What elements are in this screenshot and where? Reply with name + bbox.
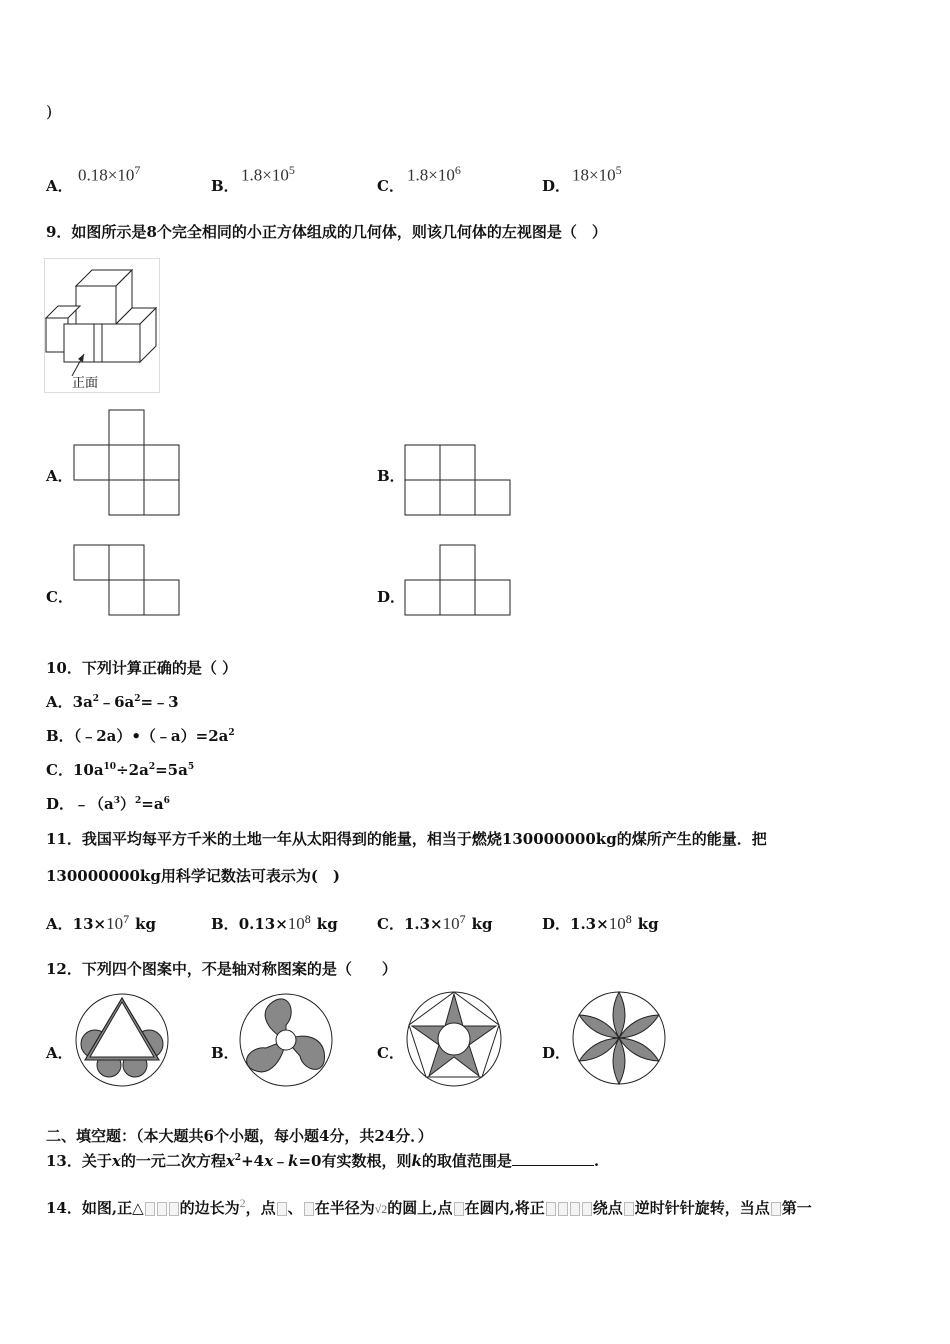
q8-option-d-value: $18\times 10^5$	[572, 163, 622, 185]
q12-option-c: C．	[377, 1044, 404, 1062]
q8-option-c-value: $1.8\times 10^6$	[407, 163, 461, 185]
q12-option-c-figure	[403, 988, 505, 1090]
q9-option-d-figure	[403, 543, 515, 621]
q9-text: 9．如图所示是8个完全相同的小正方体组成的几何体，则该几何体的左视图是（ ）	[46, 223, 607, 241]
q12-option-b: B．	[211, 1044, 239, 1062]
q11-text-line2: 130000000kg用科学记数法可表示为( )	[46, 867, 341, 885]
q8-option-c: C．	[377, 177, 404, 195]
q9-figure-caption: 正面	[72, 376, 99, 391]
q11-option-c: C．$1.3\times 10^7$ kg	[377, 912, 493, 933]
q9-option-c: C．	[46, 588, 73, 606]
section-2-heading: 二、填空题：（本大题共6个小题，每小题4分，共24分．）	[46, 1127, 433, 1145]
q8-option-b-value: $1.8\times 10^5$	[241, 163, 295, 185]
q9-option-c-figure	[72, 543, 184, 621]
q8-option-a: A．	[46, 177, 73, 195]
q12-option-a-figure	[72, 990, 172, 1090]
q11-text-line1: 11．我国平均每平方千米的土地一年从太阳得到的能量，相当于燃烧130000000kg的煤所产生的能量．把	[46, 830, 767, 848]
q12-option-b-figure	[236, 990, 336, 1090]
q8-option-d: D．	[542, 177, 571, 195]
continued-paren: )	[46, 102, 53, 121]
q11-option-b: B．$0.13\times 10^8$ kg	[211, 912, 338, 933]
q9-option-a: A．	[46, 467, 73, 485]
q12-option-d-figure	[569, 988, 669, 1088]
q9-solid-figure	[44, 258, 164, 393]
q10-option-c: C．$10a^{10}\div 2a^2=5a^5$	[46, 761, 195, 779]
q10-text: 10．下列计算正确的是（ ）	[46, 659, 238, 677]
q10-option-b: B．$(﹣2a)•(﹣a)=2a^2$	[46, 727, 235, 745]
q13-answer-blank[interactable]	[512, 1153, 594, 1166]
q11-option-d: D．$1.3\times 10^8$ kg	[542, 912, 659, 933]
q12-option-d: D．	[542, 1044, 571, 1062]
q8-option-b: B．	[211, 177, 239, 195]
q10-option-d: D．$﹣(a^3)^2=a^6$	[46, 795, 170, 813]
q9-option-d: D．	[377, 588, 406, 606]
q8-option-a-value: $0.18\times 10^7$	[78, 163, 141, 185]
q14-text: 14．如图,正△ 的边长为$^2$，点 、 在半径为√2的圆上,点 在圆内,将正 绕点 逆时针针旋转，当点 第一	[46, 1196, 812, 1217]
q10-option-a: A．$3a^2﹣6a^2=﹣3$	[46, 693, 179, 711]
q12-text: 12．下列四个图案中，不是轴对称图案的是（ ）	[46, 960, 397, 978]
q13-text: 13．关于x的一元二次方程$x^2+4x﹣k=0$有实数根，则k的取值范围是 .	[46, 1152, 600, 1170]
q11-option-a: A．$13\times 10^7$ kg	[46, 912, 156, 933]
q9-option-a-figure	[72, 408, 184, 520]
q9-option-b: B．	[377, 467, 405, 485]
q9-option-b-figure	[403, 443, 515, 521]
q12-option-a: A．	[46, 1044, 73, 1062]
